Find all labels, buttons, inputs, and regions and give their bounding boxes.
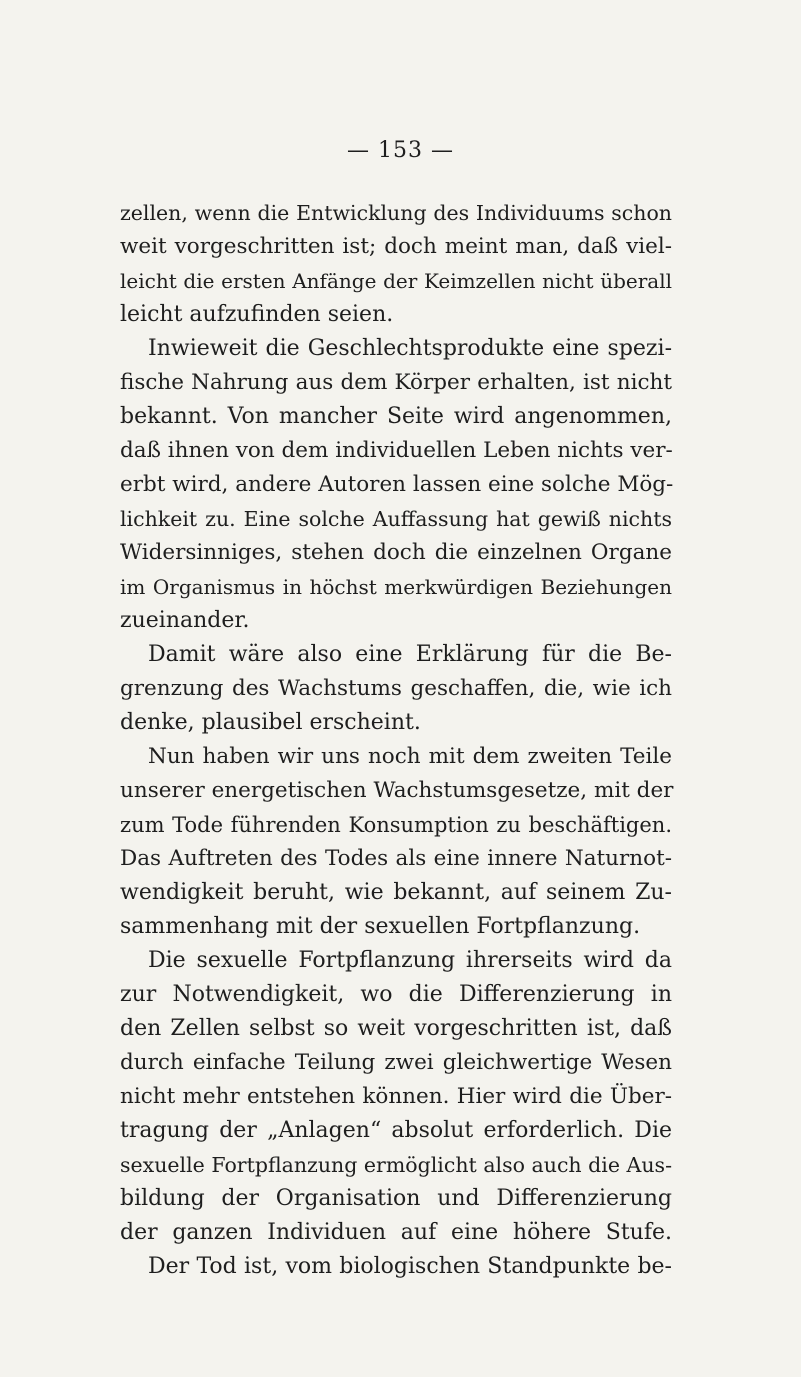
text-line: den Zellen selbst so weit vorgeschritten ist, daß — [120, 1016, 672, 1041]
text-line: leicht die ersten Anfänge der Keimzellen nicht überall — [120, 269, 672, 293]
text-line: daß ihnen von dem individuellen Leben nichts ver- — [120, 438, 673, 463]
text-line: sexuelle Fortpflanzung ermöglicht also auch die Aus- — [120, 1153, 672, 1177]
text-line: Inwieweit die Geschlechtsprodukte eine spezi- — [148, 336, 672, 361]
text-line: grenzung des Wachstums geschaffen, die, wie ich — [120, 676, 672, 701]
text-line: bildung der Organisation und Differenzierung — [120, 1186, 672, 1211]
text-line: lichkeit zu. Eine solche Auffassung hat gewiß nichts — [120, 507, 672, 531]
text-line: Nun haben wir uns noch mit dem zweiten Teile — [148, 744, 672, 769]
text-line: sammenhang mit der sexuellen Fortpflanzung. — [120, 914, 641, 939]
text-line: unserer energetischen Wachstumsgesetze, mit der — [120, 778, 674, 803]
text-line: im Organismus in höchst merkwürdigen Beziehungen — [120, 575, 672, 599]
text-line: bekannt. Von mancher Seite wird angenommen, — [120, 404, 672, 429]
text-line: tragung der „Anlagen“ absolut erforderlich. Die — [120, 1118, 672, 1143]
text-line: zur Notwendigkeit, wo die Differenzierung in — [120, 982, 672, 1007]
text-line: denke, plausibel erscheint. — [120, 710, 421, 735]
text-line: nicht mehr entstehen können. Hier wird die Über- — [120, 1084, 672, 1109]
text-line: leicht aufzufinden seien. — [120, 302, 394, 327]
text-line: zellen, wenn die Entwicklung des Individuums schon — [120, 201, 672, 225]
text-line: der ganzen Individuen auf eine höhere Stufe. — [120, 1220, 672, 1245]
text-line: weit vorgeschritten ist; doch meint man, daß viel- — [120, 234, 672, 259]
page-number: — 153 — — [347, 138, 454, 163]
text-line: Der Tod ist, vom biologischen Standpunkte be- — [148, 1254, 672, 1279]
text-line: zueinander. — [120, 608, 250, 633]
text-line: Widersinniges, stehen doch die einzelnen Organe — [120, 540, 672, 565]
text-line: wendigkeit beruht, wie bekannt, auf seinem Zu- — [120, 880, 672, 905]
text-line: Das Auftreten des Todes als eine innere Naturnot- — [120, 846, 672, 871]
text-line: Damit wäre also eine Erklärung für die Be- — [148, 642, 672, 667]
text-line: fische Nahrung aus dem Körper erhalten, ist nicht — [120, 370, 672, 395]
text-line: Die sexuelle Fortpflanzung ihrerseits wird da — [148, 948, 672, 973]
text-line: erbt wird, andere Autoren lassen eine solche Mög- — [120, 472, 674, 497]
text-line: durch einfache Teilung zwei gleichwertige Wesen — [120, 1050, 672, 1075]
text-line: zum Tode führenden Konsumption zu beschäftigen. — [120, 813, 672, 837]
